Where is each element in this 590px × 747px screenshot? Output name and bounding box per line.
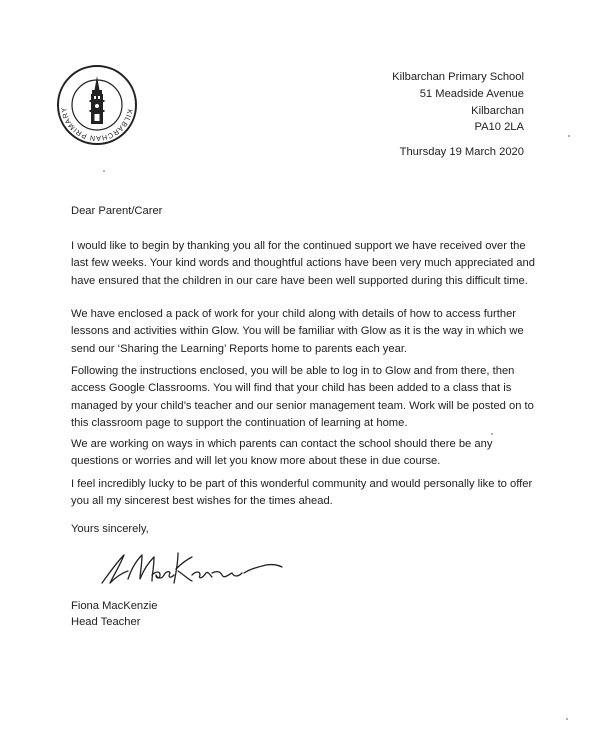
closing: Yours sincerely,	[71, 523, 149, 535]
signatory-title: Head Teacher	[71, 616, 141, 628]
letter-paragraph-2	[71, 306, 541, 358]
address-town: Kilbarchan	[471, 104, 524, 117]
paragraph-text: We have enclosed a pack of work for your child along with details of how to access further lessons and activities within Glow. You will be familiar with Glow as it is the way in which we send our ‘Sharing the Learning’ Reports home to parents each year.	[71, 308, 524, 355]
signature-icon	[98, 545, 288, 591]
logo-ring-text: KILBARCHAN PRIMARY	[59, 106, 135, 144]
school-crest-icon	[56, 64, 138, 146]
scan-speck	[566, 718, 568, 720]
paragraph-text: Following the instructions enclosed, you will be able to log in to Glow and from there, then access Google Classrooms. You will find that your child has been added to a class that is managed by your child’s teacher and our senior management team. Work will be posted on to this classroom page to support the continuation of learning at home.	[71, 365, 534, 430]
scan-speck	[491, 433, 493, 435]
letter-paragraph-5	[71, 476, 541, 511]
signatory-name: Fiona MacKenzie	[71, 600, 158, 612]
address-postcode: PA10 2LA	[474, 121, 524, 134]
letter-paragraph-4	[71, 436, 541, 471]
salutation: Dear Parent/Carer	[71, 205, 163, 217]
paragraph-text: I would like to begin by thanking you all for the continued support we have received over the last few weeks. Your kind words and thoughtful actions have been very much appreciated and have ensured that the children in our care have been well supported during this difficult time.	[71, 240, 535, 287]
scan-speck	[568, 135, 570, 137]
school-address	[392, 69, 524, 136]
address-street: 51 Meadside Avenue	[419, 87, 524, 100]
school-logo	[56, 64, 138, 146]
scan-speck	[103, 170, 105, 172]
handwritten-signature	[98, 545, 288, 591]
school-name: Kilbarchan Primary School	[392, 71, 524, 83]
letter-date: Thursday 19 March 2020	[399, 146, 524, 158]
paragraph-text: We are working on ways in which parents can contact the school should there be any questions or worries and will let you know more about these in due course.	[71, 438, 493, 468]
letter-paragraph-3	[71, 363, 541, 433]
paragraph-text: I feel incredibly lucky to be part of this wonderful community and would personally like to offer you all my sincerest best wishes for the times ahead.	[71, 478, 533, 508]
letter-paragraph-1	[71, 238, 541, 290]
